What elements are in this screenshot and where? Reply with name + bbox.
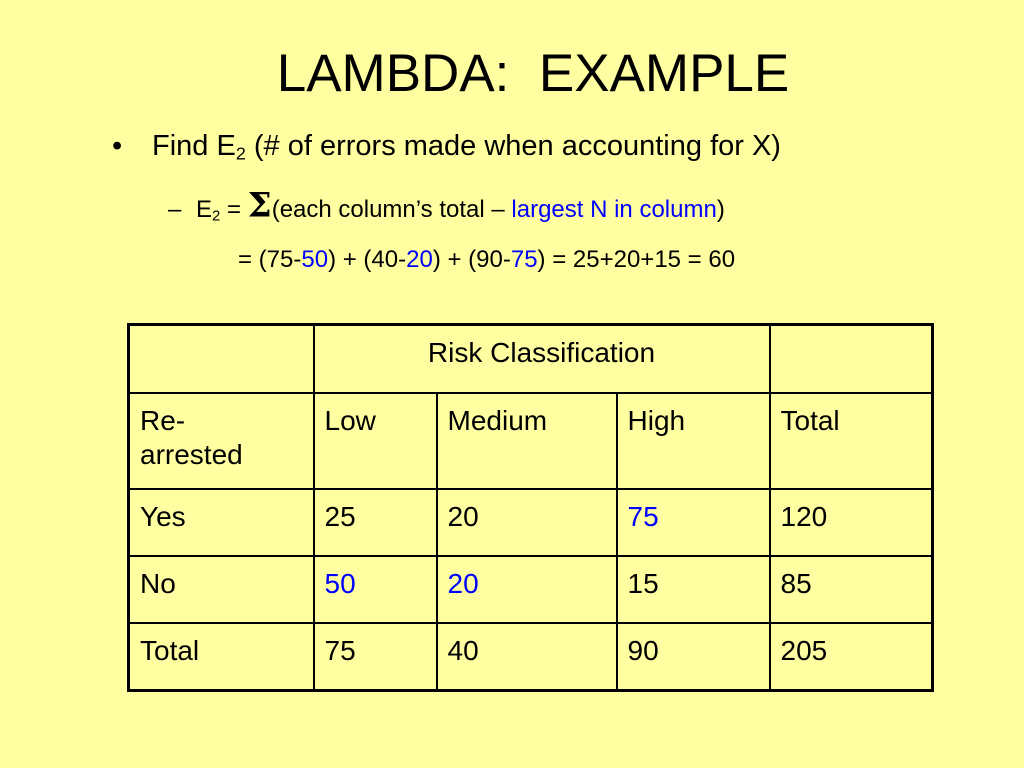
calc-part-1: = (75- — [238, 246, 302, 273]
cell-yes-high: 75 — [617, 489, 770, 556]
cell-total-high: 90 — [617, 623, 770, 691]
formula-subscript: 2 — [212, 208, 221, 225]
table-row — [129, 489, 933, 556]
formula-e: E — [196, 196, 213, 223]
risk-classification-table — [127, 323, 934, 692]
table-row — [129, 556, 933, 623]
cell-total-medium: 40 — [437, 623, 617, 691]
subbullet-marker: – — [168, 196, 182, 223]
column-header-medium: Medium — [437, 393, 617, 489]
slide-title: LAMBDA: EXAMPLE — [276, 44, 790, 103]
cell-total-low: 75 — [314, 623, 437, 691]
cell-yes-medium: 20 — [437, 489, 617, 556]
calc-part-3: ) + (90- — [432, 246, 511, 273]
cell-yes-total: 120 — [770, 489, 933, 556]
table-group-header-row — [129, 325, 933, 393]
cell-no-high: 15 — [617, 556, 770, 623]
bullet-subscript: 2 — [235, 143, 246, 164]
subbullet-e2-formula — [168, 185, 725, 228]
column-header-high: High — [617, 393, 770, 489]
formula-close: ) — [716, 196, 725, 223]
group-header-cell: Risk Classification — [314, 325, 770, 393]
table-header-row — [129, 393, 933, 489]
bullet-prefix: Find E — [152, 130, 236, 162]
calculation-line — [238, 242, 735, 278]
row-label-no: No — [129, 556, 314, 623]
bullet-text: (# of errors made when accounting for X) — [245, 130, 781, 162]
formula-highlight: largest N in column — [511, 196, 717, 223]
row-label-total: Total — [129, 623, 314, 691]
formula-equals: = — [220, 196, 248, 223]
bullet-find-e2 — [112, 126, 781, 166]
calc-part-2: ) + (40- — [328, 246, 407, 273]
sigma-symbol: Σ — [247, 185, 272, 226]
cell-yes-low: 25 — [314, 489, 437, 556]
row-label-yes: Yes — [129, 489, 314, 556]
calc-part-4: ) = 25+20+15 = 60 — [537, 246, 736, 273]
calc-highlight-3: 75 — [510, 246, 538, 273]
bullet-marker: • — [112, 130, 123, 162]
calc-highlight-1: 50 — [301, 246, 329, 273]
cell-total-total: 205 — [770, 623, 933, 691]
column-header-total: Total — [770, 393, 933, 489]
cell-no-total: 85 — [770, 556, 933, 623]
calc-highlight-2: 20 — [406, 246, 433, 273]
formula-open: (each column’s total – — [271, 196, 512, 223]
column-header-rearrested: Re- arrested — [129, 393, 314, 489]
table-row — [129, 623, 933, 691]
column-header-low: Low — [314, 393, 437, 489]
cell-no-medium: 20 — [437, 556, 617, 623]
cell-no-low: 50 — [314, 556, 437, 623]
table-corner-cell — [129, 325, 314, 393]
table-empty-header-cell — [770, 325, 933, 393]
